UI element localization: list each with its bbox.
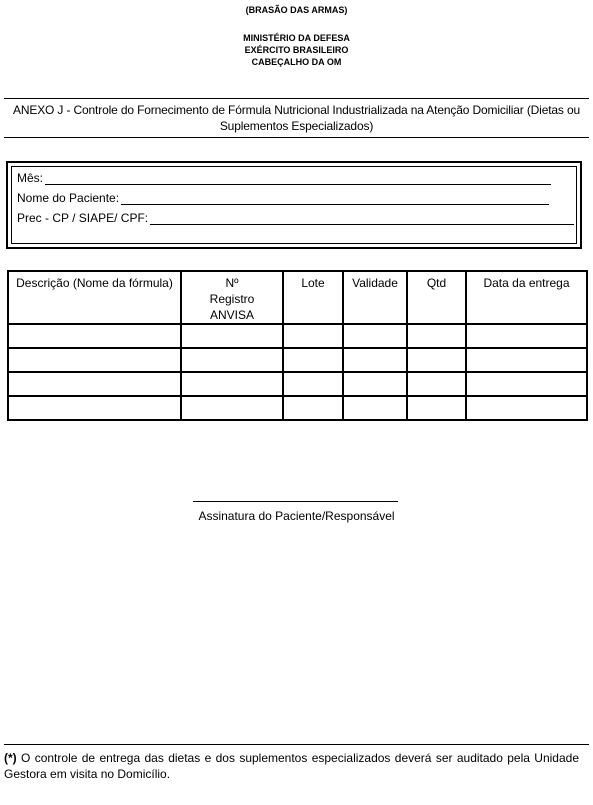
column-header-delivery-date: Data da entrega bbox=[466, 271, 587, 324]
footnote-text: O controle de entrega das dietas e dos suplementos especializados deverá ser auditado pela Unidade Gestora em visita no Domicílio. bbox=[4, 751, 579, 781]
column-header-quantity: Qtd bbox=[407, 271, 466, 324]
title-bottom-rule bbox=[4, 137, 589, 138]
patient-name-label: Nome do Paciente: bbox=[17, 191, 120, 205]
table-cell[interactable] bbox=[181, 396, 283, 420]
footnote bbox=[4, 750, 579, 782]
table-cell[interactable] bbox=[283, 324, 343, 348]
table-header-row bbox=[8, 271, 587, 324]
table-cell[interactable] bbox=[181, 372, 283, 396]
prec-cp-label: Prec - CP / SIAPE/ CPF: bbox=[17, 211, 149, 225]
signature-line[interactable] bbox=[193, 501, 398, 502]
table-cell[interactable] bbox=[283, 372, 343, 396]
table-cell[interactable] bbox=[407, 372, 466, 396]
document-title: ANEXO J - Controle do Fornecimento de Fórmula Nutricional Industrializada na Atenção Domiciliar (Dietas ou Suplementos Especializados) bbox=[12, 103, 581, 133]
supply-control-table bbox=[7, 270, 588, 421]
column-header-expiry: Validade bbox=[343, 271, 407, 324]
table-cell[interactable] bbox=[466, 396, 587, 420]
table-cell[interactable] bbox=[343, 372, 407, 396]
signature-label: Assinatura do Paciente/Responsável bbox=[198, 509, 395, 523]
month-field[interactable] bbox=[17, 171, 551, 185]
om-header: CABEÇALHO DA OM bbox=[251, 57, 342, 67]
table-row bbox=[8, 396, 587, 420]
table-cell[interactable] bbox=[181, 348, 283, 372]
table-cell[interactable] bbox=[407, 396, 466, 420]
month-input-line[interactable] bbox=[45, 172, 551, 185]
table-cell[interactable] bbox=[466, 372, 587, 396]
patient-name-input-line[interactable] bbox=[121, 192, 549, 205]
table-cell[interactable] bbox=[343, 348, 407, 372]
table-cell[interactable] bbox=[466, 324, 587, 348]
table-cell[interactable] bbox=[466, 348, 587, 372]
prec-cp-input-line[interactable] bbox=[150, 212, 574, 225]
title-top-rule bbox=[4, 98, 589, 99]
table-cell[interactable] bbox=[407, 348, 466, 372]
column-header-anvisa-registry: Nº Registro ANVISA bbox=[181, 271, 283, 324]
patient-name-field[interactable] bbox=[17, 191, 549, 205]
ministry-name: MINISTÉRIO DA DEFESA bbox=[243, 33, 350, 43]
month-label: Mês: bbox=[17, 171, 44, 185]
table-row bbox=[8, 372, 587, 396]
column-header-lot: Lote bbox=[283, 271, 343, 324]
table-row bbox=[8, 348, 587, 372]
footnote-rule bbox=[4, 744, 589, 745]
table-cell[interactable] bbox=[8, 324, 181, 348]
patient-info-box bbox=[6, 161, 582, 249]
column-header-description: Descrição (Nome da fórmula) bbox=[8, 271, 181, 324]
table-cell[interactable] bbox=[283, 396, 343, 420]
prec-cp-field[interactable] bbox=[17, 211, 574, 225]
coat-of-arms-placeholder: (BRASÃO DAS ARMAS) bbox=[245, 5, 348, 15]
table-cell[interactable] bbox=[8, 372, 181, 396]
table-cell[interactable] bbox=[407, 324, 466, 348]
army-name: EXÉRCITO BRASILEIRO bbox=[244, 45, 349, 55]
footnote-marker: (*) bbox=[4, 751, 17, 765]
table-cell[interactable] bbox=[8, 396, 181, 420]
table-cell[interactable] bbox=[343, 396, 407, 420]
table-cell[interactable] bbox=[181, 324, 283, 348]
table-cell[interactable] bbox=[8, 348, 181, 372]
table-cell[interactable] bbox=[283, 348, 343, 372]
table-row bbox=[8, 324, 587, 348]
table-cell[interactable] bbox=[343, 324, 407, 348]
